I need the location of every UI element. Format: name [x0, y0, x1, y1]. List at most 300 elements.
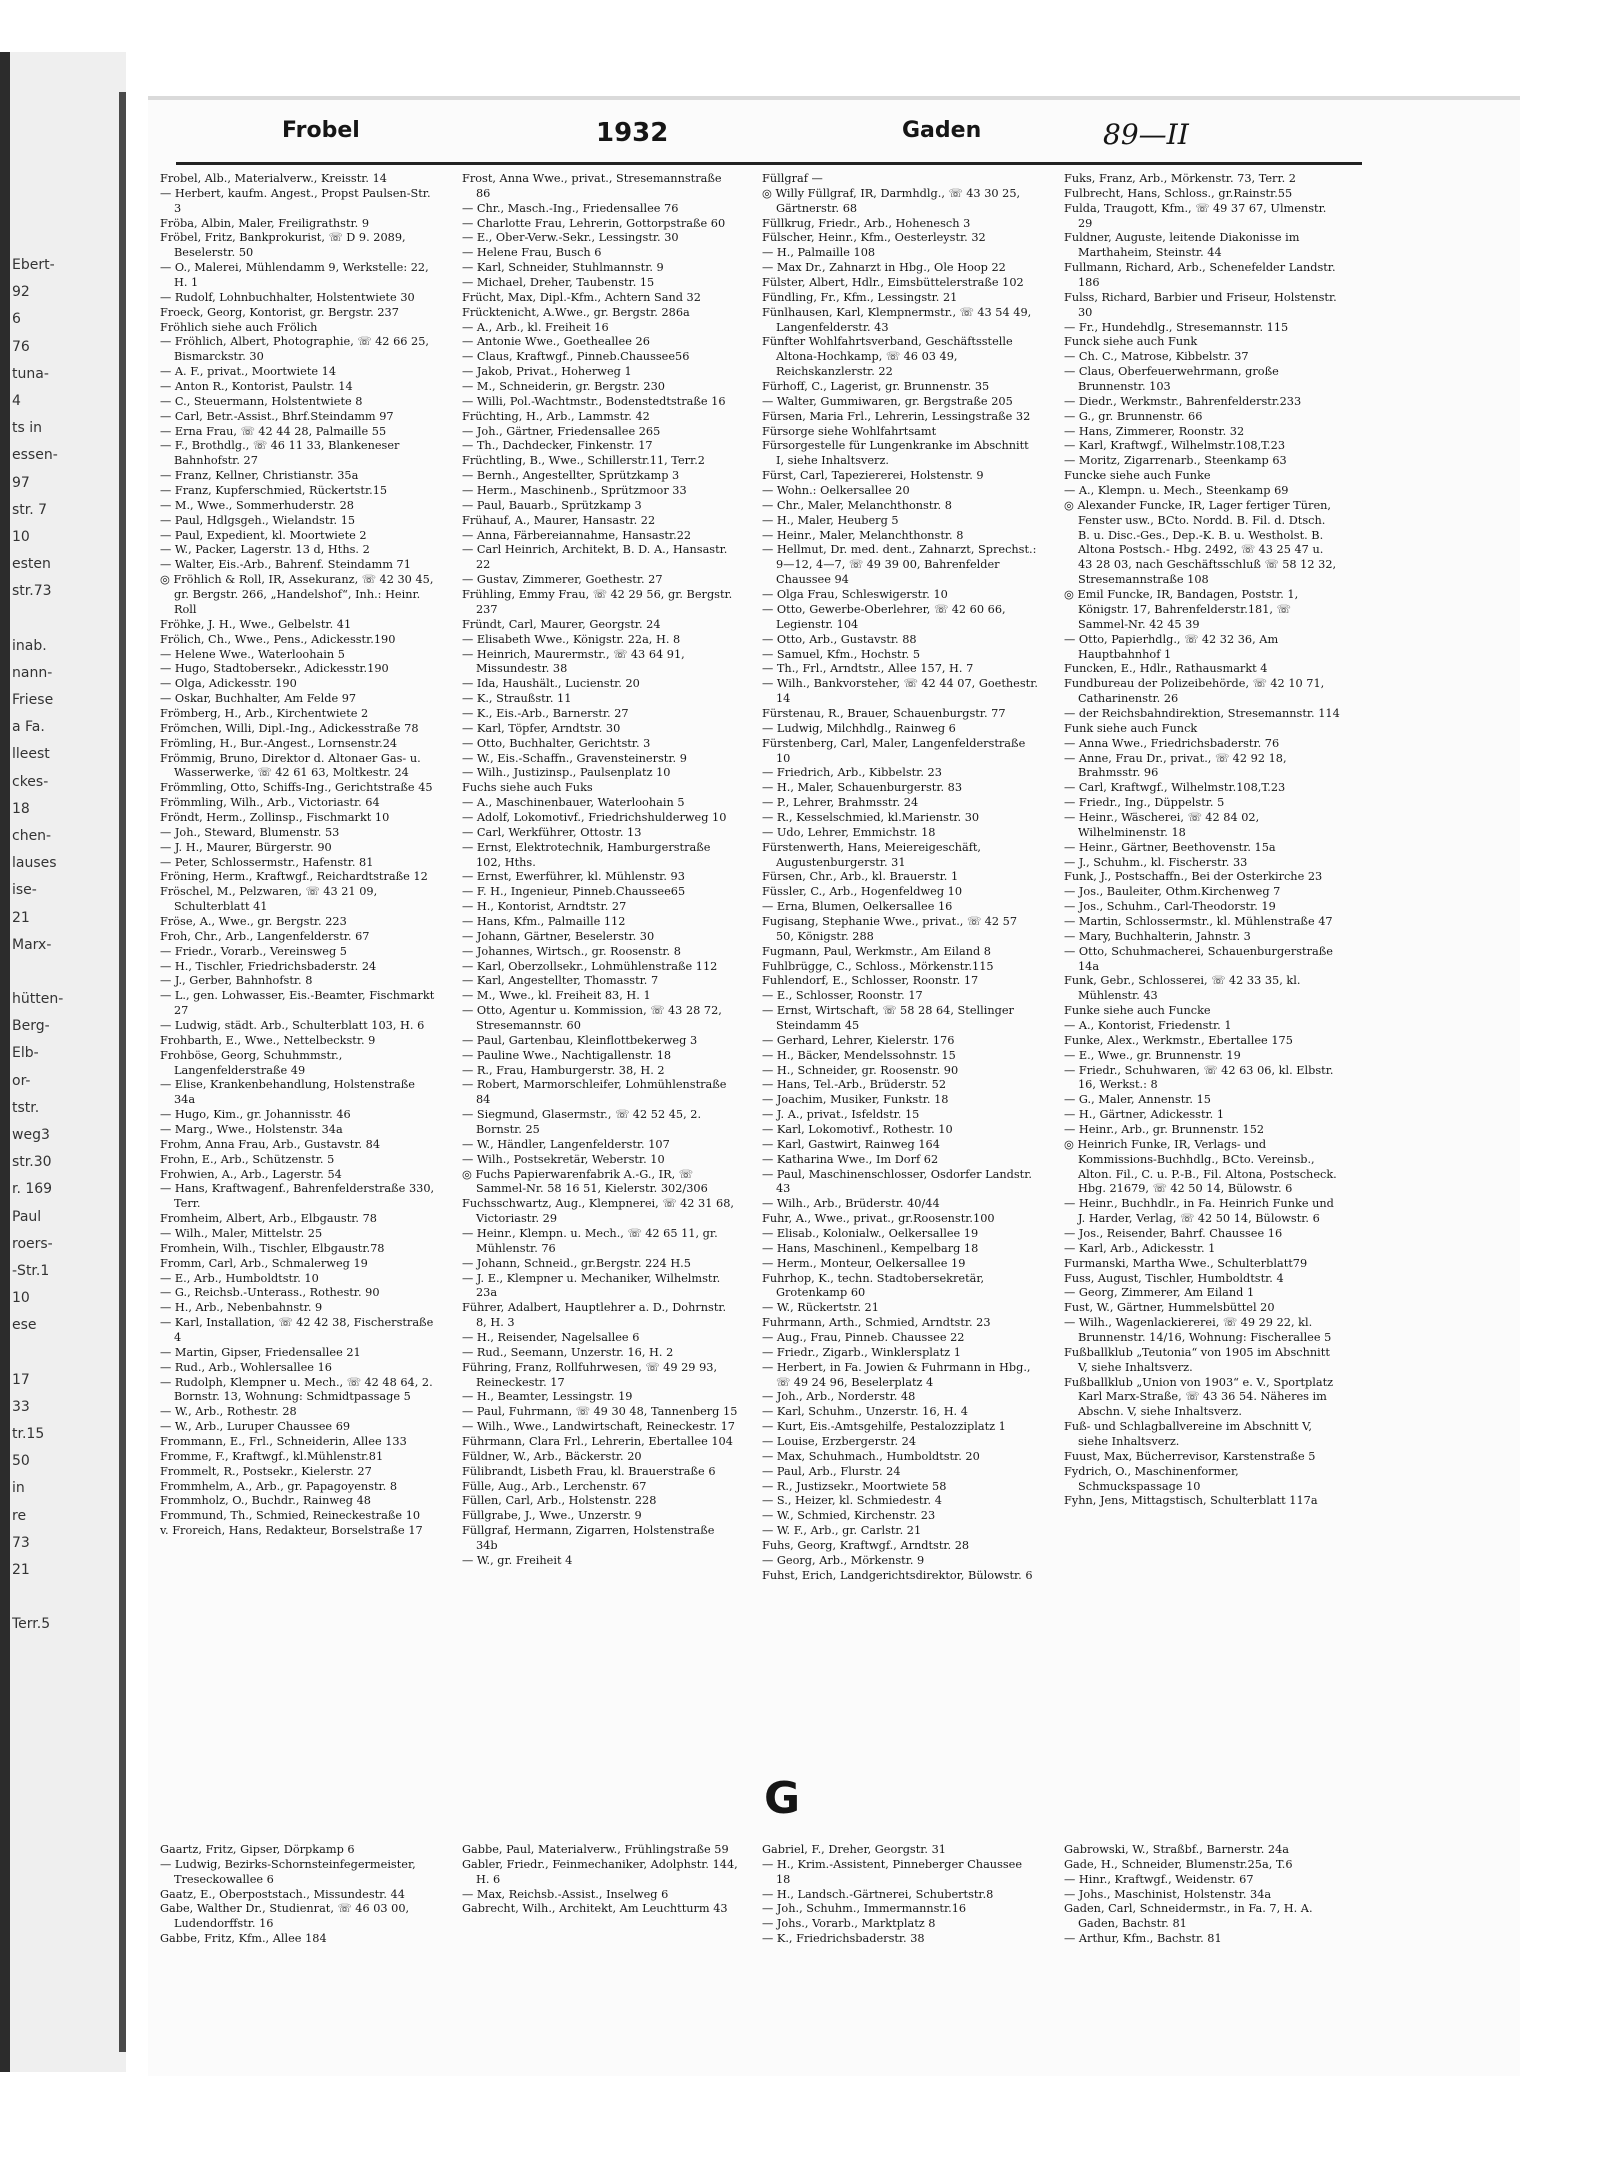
directory-entry: — Louise, Erzbergerstr. 24 [762, 1435, 917, 1449]
directory-entry: Fuhs, Georg, Kraftwgf., Arndtstr. 28 [762, 1539, 970, 1553]
edge-fragment: 50 [12, 1453, 30, 1470]
directory-entry: — Karl, Schneider, Stuhlmannstr. 9 [462, 261, 664, 275]
directory-entry: Füllkrug, Friedr., Arb., Hohenesch 3 [762, 216, 971, 230]
directory-entry: — Wilh., Arb., Brüderstr. 40/44 [762, 1197, 940, 1211]
directory-entry: Funk, J., Postschaffn., Bei der Osterkirche 23 [1064, 870, 1323, 884]
directory-entry: — Wilh., Wagenlackiererei, ☏ 49 29 22, kl. Brunnenstr. 14/16, Wohnung: Fischerallee 5 [1064, 1316, 1332, 1345]
directory-column-3 [762, 172, 1038, 1584]
directory-entry: Frommann, E., Frl., Schneiderin, Allee 133 [160, 1435, 407, 1449]
directory-entry: — Kurt, Eis.-Amtsgehilfe, Pestalozziplatz 1 [762, 1420, 1006, 1434]
directory-entry: — Ch. C., Matrose, Kibbelstr. 37 [1064, 350, 1249, 364]
directory-entry: Fundbureau der Polizeibehörde, ☏ 42 10 71, Catharinenstr. 26 [1064, 677, 1325, 706]
directory-entry: — Pauline Wwe., Nachtigallenstr. 18 [462, 1048, 672, 1062]
directory-entry: — Hans, Tel.-Arb., Brüderstr. 52 [762, 1078, 947, 1092]
directory-entry: Fromhein, Wilh., Tischler, Elbgaustr.78 [160, 1241, 385, 1255]
directory-entry: Gabrowski, W., Straßbf., Barnerstr. 24a [1064, 1843, 1290, 1856]
directory-entry: Füllen, Carl, Arb., Holstenstr. 228 [462, 1494, 657, 1508]
edge-fragment: 10 [12, 528, 30, 545]
directory-entry: Frömberg, H., Arb., Kirchentwiete 2 [160, 706, 369, 720]
left-page-edge [0, 52, 126, 2072]
directory-entry: Gaatz, E., Oberpoststach., Missundestr. 44 [160, 1887, 405, 1901]
edge-fragment: inab. [12, 637, 47, 654]
directory-entry: Fydrich, O., Maschinenformer, Schmuckspassage 10 [1064, 1464, 1239, 1493]
edge-fragment [12, 959, 112, 986]
directory-entry: ◎ Heinrich Funke, IR, Verlags- und Kommissions-Buchhdlg., BCto. Vereinsb., Alton. Fil., C. u. P.-B., Fil. Altona, Postscheck. Hbg. 21679, ☏ 42 50 14, Bülowstr. 6 [1064, 1137, 1337, 1196]
directory-entry: — Wilh., Postsekretär, Weberstr. 10 [462, 1152, 665, 1166]
directory-entry: Fußballklub „Teutonia“ von 1905 im Abschnitt V, siehe Inhaltsverz. [1064, 1345, 1330, 1374]
g-section-column-4 [1064, 1843, 1340, 1947]
directory-entry: Frömling, H., Bur.-Angest., Lornsenstr.24 [160, 736, 398, 750]
directory-entry: — Ernst, Wirtschaft, ☏ 58 28 64, Stellinger Steindamm 45 [762, 1004, 1014, 1032]
page-top-edge [148, 96, 1520, 100]
directory-entry: — Friedr., Zigarb., Winklersplatz 1 [762, 1345, 961, 1359]
directory-entry: — W., Rückertstr. 21 [762, 1301, 879, 1315]
directory-entry: — Anne, Frau Dr., privat., ☏ 42 92 18, Brahmsstr. 96 [1064, 751, 1287, 780]
directory-entry: ◎ Willy Füllgraf, IR, Darmhdlg., ☏ 43 30 25, Gärtnerstr. 68 [762, 186, 1021, 215]
directory-entry: Fuhr, A., Wwe., privat., gr.Roosenstr.100 [762, 1212, 995, 1226]
directory-entry: — Charlotte Frau, Lehrerin, Gottorpstraße 60 [462, 216, 726, 230]
directory-entry: Füssler, C., Arb., Hogenfeldweg 10 [762, 885, 963, 899]
directory-entry: — R., Frau, Hamburgerstr. 38, H. 2 [462, 1063, 665, 1077]
directory-entry: — Paul, Gartenbau, Kleinflottbekerweg 3 [462, 1033, 698, 1047]
directory-entry: — Herbert, kaufm. Angest., Propst Paulsen-Str. 3 [160, 186, 431, 215]
directory-entry: Gaden, Carl, Schneidermstr., in Fa. 7, H. A. Gaden, Bachstr. 81 [1064, 1902, 1313, 1931]
directory-entry: — Th., Frl., Arndtstr., Allee 157, H. 7 [762, 662, 974, 676]
edge-fragment: weg3 [12, 1127, 50, 1143]
directory-entry: Füldner, W., Arb., Bäckerstr. 20 [462, 1449, 642, 1463]
directory-entry: — Joachim, Musiker, Funkstr. 18 [762, 1093, 949, 1107]
directory-entry: — Katharina Wwe., Im Dorf 62 [762, 1152, 939, 1166]
directory-entry: — Bernh., Angestellter, Sprützkamp 3 [462, 469, 680, 483]
edge-fragment: Marx- [12, 936, 52, 953]
binding-shadow [0, 52, 10, 2072]
edge-fragment: r. 169 [12, 1181, 53, 1198]
directory-entry: — Arthur, Kfm., Bachstr. 81 [1064, 1932, 1222, 1946]
directory-entry: — Oskar, Buchhalter, Am Felde 97 [160, 692, 357, 706]
edge-fragment [12, 1340, 112, 1367]
edge-fragment: Elb- [12, 1045, 39, 1062]
edge-fragment: 33 [12, 1398, 30, 1415]
directory-entry: Fröse, A., Wwe., gr. Bergstr. 223 [160, 914, 347, 928]
edge-fragment: essen- [12, 447, 58, 464]
edge-fragment: hütten- [12, 991, 64, 1008]
header-rule [176, 162, 1362, 165]
directory-entry: — Ludwig, städt. Arb., Schulterblatt 103, H. 6 [160, 1018, 425, 1032]
directory-entry: — J., Schuhm., kl. Fischerstr. 33 [1064, 855, 1248, 869]
edge-fragment: ise- [12, 882, 37, 899]
directory-entry: Fülscher, Heinr., Kfm., Oesterleystr. 32 [762, 231, 986, 245]
directory-entry: Frücht, Max, Dipl.-Kfm., Achtern Sand 32 [462, 290, 701, 304]
directory-entry: — Ida, Haushält., Lucienstr. 20 [462, 677, 640, 691]
edge-fragment: Friese [12, 692, 54, 708]
directory-entry: — W., gr. Freiheit 4 [462, 1553, 573, 1567]
directory-entry: — G., Reichsb.-Unterass., Rothestr. 90 [160, 1286, 380, 1300]
edge-fragment: Ebert- [12, 257, 55, 273]
directory-entry: ◎ Fuchs Papierwarenfabrik A.-G., IR, ☏ Sammel-Nr. 58 16 51, Kielerstr. 302/306 [462, 1167, 708, 1196]
directory-entry: — Wohn.: Oelkersallee 20 [762, 484, 910, 498]
directory-entry: — Paul, Arb., Flurstr. 24 [762, 1464, 901, 1478]
edge-fragment: ts in [12, 420, 42, 437]
directory-entry: Frohm, Anna Frau, Arb., Gustavstr. 84 [160, 1137, 381, 1151]
directory-entry: — Wilh., Justizinsp., Paulsenplatz 10 [462, 766, 671, 780]
previous-page-text-fragments [12, 252, 112, 1639]
directory-entry: Frühling, Emmy Frau, ☏ 42 29 56, gr. Bergstr. 237 [462, 588, 733, 616]
directory-entry: — Franz, Kupferschmied, Rückertstr.15 [160, 484, 388, 498]
directory-entry: Führing, Franz, Rollfuhrwesen, ☏ 49 29 93, Reineckestr. 17 [462, 1360, 718, 1389]
directory-entry: Funk siehe auch Funck [1064, 721, 1198, 735]
directory-entry: — L., gen. Lohwasser, Eis.-Beamter, Fischmarkt 27 [160, 989, 435, 1018]
directory-entry: — Karl, Lokomotivf., Rothestr. 10 [762, 1123, 953, 1136]
edge-fragment: Paul [12, 1208, 42, 1225]
directory-entry: — Claus, Kraftwgf., Pinneb.Chaussee56 [462, 350, 690, 364]
directory-entry: — Joh., Arb., Norderstr. 48 [762, 1390, 916, 1404]
directory-entry: — Karl, Gastwirt, Rainweg 164 [762, 1137, 940, 1151]
directory-entry: — Adolf, Lokomotivf., Friedrichshulderweg 10 [462, 810, 727, 824]
directory-entry: Fuks, Franz, Arb., Mörkenstr. 73, Terr. 2 [1064, 172, 1296, 185]
directory-entry: — H., Beamter, Lessingstr. 19 [462, 1390, 633, 1404]
directory-entry: — Carl, Werkführer, Ottostr. 13 [462, 825, 642, 839]
directory-entry: — H., Maler, Schauenburgerstr. 83 [762, 781, 963, 795]
directory-entry: — Rud., Seemann, Unzerstr. 16, H. 2 [462, 1345, 674, 1359]
directory-entry: — J. H., Maurer, Bürgerstr. 90 [160, 840, 332, 854]
directory-entry: Fülle, Aug., Arb., Lerchenstr. 67 [462, 1479, 647, 1493]
directory-entry: — W., Arb., Rothestr. 28 [160, 1405, 297, 1419]
directory-entry: — K., Straußstr. 11 [462, 692, 572, 706]
directory-entry: — Hans, Maschinenl., Kempelbarg 18 [762, 1241, 979, 1255]
directory-entry: — Ludwig, Bezirks-Schornsteinfegermeister, Treseckowallee 6 [160, 1857, 416, 1886]
directory-entry: — Hans, Kraftwagenf., Bahrenfelderstraße 330, Terr. [160, 1182, 435, 1211]
directory-entry: Fuchs siehe auch Fuks [462, 781, 593, 795]
directory-entry: Fuldner, Auguste, leitende Diakonisse im Marthaheim, Steinstr. 44 [1064, 231, 1300, 260]
directory-entry: — G., Maler, Annenstr. 15 [1064, 1093, 1211, 1107]
directory-entry: — W. F., Arb., gr. Carlstr. 21 [762, 1524, 922, 1538]
directory-entry: Führer, Adalbert, Hauptlehrer a. D., Dohrnstr. 8, H. 3 [462, 1301, 727, 1330]
directory-entry: — P., Lehrer, Brahmsstr. 24 [762, 796, 919, 810]
directory-entry: Fürstenberg, Carl, Maler, Langenfelderstraße 10 [762, 736, 1026, 765]
directory-entry: — Johann, Schneid., gr.Bergstr. 224 H.5 [462, 1256, 691, 1270]
directory-entry: — H., Krim.-Assistent, Pinneberger Chaussee 18 [762, 1857, 1023, 1886]
directory-entry: Fröndt, Herm., Zollinsp., Fischmarkt 10 [160, 810, 390, 824]
directory-entry: Fröning, Herm., Kraftwgf., Reichardtstraße 12 [160, 870, 428, 884]
directory-entry: Fröhke, J. H., Wwe., Gelbelstr. 41 [160, 617, 352, 631]
directory-entry: Gabe, Walther Dr., Studienrat, ☏ 46 03 00, Ludendorffstr. 16 [160, 1902, 410, 1931]
edge-fragment: str.30 [12, 1154, 52, 1171]
directory-entry: — Jakob, Privat., Hoherweg 1 [462, 365, 632, 379]
edge-fragment: a Fa. [12, 719, 45, 736]
directory-entry: — A., Kontorist, Friedenstr. 1 [1064, 1018, 1232, 1032]
directory-entry: — H., Maler, Heuberg 5 [762, 513, 899, 527]
directory-entry: — A., Klempn. u. Mech., Steenkamp 69 [1064, 484, 1289, 498]
directory-entry: — Karl, Töpfer, Arndtstr. 30 [462, 721, 621, 735]
directory-entry: — Aug., Frau, Pinneb. Chaussee 22 [762, 1331, 965, 1345]
directory-entry: — Wilh., Wwe., Landwirtschaft, Reineckestr. 17 [462, 1420, 735, 1434]
edge-fragment: str. 7 [12, 501, 48, 518]
directory-entry: — Helene Wwe., Waterloohain 5 [160, 647, 345, 661]
edge-fragment: ese [12, 1317, 37, 1334]
directory-entry: Froh, Chr., Arb., Langenfelderstr. 67 [160, 929, 370, 943]
directory-entry: Frommhelm, A., Arb., gr. Papagoyenstr. 8 [160, 1479, 398, 1493]
header-last-name: Gaden [902, 118, 982, 143]
directory-entry: — F. H., Ingenieur, Pinneb.Chaussee65 [462, 885, 686, 899]
directory-entry: ◎ Emil Funcke, IR, Bandagen, Poststr. 1, Königstr. 17, Bahrenfelderstr.181, ☏ Sammel-Nr. 42 45 39 [1064, 588, 1299, 631]
directory-entry: — C., Steuermann, Holstentwiete 8 [160, 394, 363, 408]
directory-entry: — W., Arb., Luruper Chaussee 69 [160, 1420, 351, 1434]
directory-entry: Furmanski, Martha Wwe., Schulterblatt79 [1064, 1256, 1308, 1270]
directory-entry: — A., Maschinenbauer, Waterloohain 5 [462, 796, 685, 810]
directory-entry: — Heinr., Arb., gr. Brunnenstr. 152 [1064, 1123, 1265, 1136]
directory-entry: — M., Wwe., Sommerhuderstr. 28 [160, 498, 354, 512]
edge-fragment: tuna- [12, 365, 49, 382]
directory-entry: Fröbel, Fritz, Bankprokurist, ☏ D 9. 2089, Beselerstr. 50 [160, 231, 406, 260]
edge-fragment: 17 [12, 1371, 30, 1388]
edge-fragment: 4 [12, 392, 21, 409]
directory-entry: — Friedr., Schuhwaren, ☏ 42 63 06, kl. Elbstr. 16, Werkst.: 8 [1064, 1063, 1334, 1092]
directory-entry: Frömmling, Otto, Schiffs-Ing., Gerichtstraße 45 [160, 781, 433, 795]
directory-entry: — Elise, Krankenbehandlung, Holstenstraße 34a [160, 1078, 415, 1107]
directory-entry: Funk, Gebr., Schlosserei, ☏ 42 33 35, kl. Mühlenstr. 43 [1064, 974, 1301, 1003]
edge-fragment: ckes- [12, 773, 49, 790]
directory-entry: — Heinr., Maler, Melanchthonstr. 8 [762, 528, 964, 542]
directory-entry: — Johs., Maschinist, Holstenstr. 34a [1064, 1887, 1272, 1901]
edge-fragment: 92 [12, 284, 30, 301]
directory-entry: — Paul, Hdlgsgeh., Wielandstr. 15 [160, 513, 356, 527]
directory-entry: — Walter, Eis.-Arb., Bahrenf. Steindamm 71 [160, 558, 411, 572]
directory-entry: — Paul, Bauarb., Sprützkamp 3 [462, 498, 642, 512]
directory-entry: — Claus, Oberfeuerwehrmann, große Brunnenstr. 103 [1064, 365, 1279, 394]
edge-fragment: 6 [12, 311, 21, 328]
directory-entry: Funcken, E., Hdlr., Rathausmarkt 4 [1064, 662, 1268, 676]
directory-entry: — H., Tischler, Friedrichsbaderstr. 24 [160, 959, 377, 973]
directory-column-1 [160, 172, 436, 1539]
directory-entry: — Olga, Adickesstr. 190 [160, 677, 297, 691]
directory-entry: — A. F., privat., Moortwiete 14 [160, 365, 337, 379]
directory-entry: — Heinr., Buchhdlr., in Fa. Heinrich Funke und J. Harder, Verlag, ☏ 42 50 14, Bülowstr. 6 [1064, 1197, 1334, 1226]
directory-entry: Fullmann, Richard, Arb., Schenefelder Landstr. 186 [1064, 261, 1336, 290]
edge-fragment: 10 [12, 1290, 30, 1307]
edge-fragment: str.73 [12, 583, 52, 600]
directory-entry: — Hinr., Kraftwgf., Weidenstr. 67 [1064, 1872, 1254, 1886]
directory-entry: Gaartz, Fritz, Gipser, Dörpkamp 6 [160, 1843, 355, 1856]
directory-entry: — Gerhard, Lehrer, Kielerstr. 176 [762, 1033, 955, 1047]
directory-entry: — Otto, Gewerbe-Oberlehrer, ☏ 42 60 66, Legienstr. 104 [762, 602, 1006, 631]
directory-entry: Frobel, Alb., Materialverw., Kreisstr. 14 [160, 172, 387, 185]
directory-entry: — M., Wwe., kl. Freiheit 83, H. 1 [462, 989, 651, 1003]
directory-entry: Funke, Alex., Werkmstr., Ebertallee 175 [1064, 1033, 1293, 1047]
directory-entry: Führmann, Clara Frl., Lehrerin, Ebertallee 104 [462, 1435, 733, 1449]
directory-entry: — Jos., Schuhm., Carl-Theodorstr. 19 [1064, 900, 1276, 914]
directory-entry: — R., Kesselschmied, kl.Marienstr. 30 [762, 810, 980, 824]
directory-entry: — Heinrich, Maurermstr., ☏ 43 64 91, Missundestr. 38 [462, 647, 685, 676]
running-head [0, 118, 1600, 158]
directory-entry: Fulbrecht, Hans, Schloss., gr.Rainstr.55 [1064, 186, 1293, 200]
edge-fragment: re [12, 1507, 27, 1524]
edge-fragment: Terr.5 [12, 1616, 51, 1633]
edge-fragment [12, 605, 112, 632]
directory-entry: — Anton R., Kontorist, Paulstr. 14 [160, 380, 353, 394]
directory-entry: — Udo, Lehrer, Emmichstr. 18 [762, 825, 936, 839]
directory-entry: — H., Reisender, Nagelsallee 6 [462, 1331, 640, 1345]
section-letter-heading: G [763, 1773, 801, 1824]
edge-fragment: tstr. [12, 1099, 40, 1116]
directory-entry: Fürst, Carl, Tapeziererei, Holstenstr. 9 [762, 469, 984, 483]
directory-entry: Frücktenicht, A.Wwe., gr. Bergstr. 286a [462, 305, 690, 319]
directory-entry: — Ludwig, Milchhdlg., Rainweg 6 [762, 721, 956, 735]
directory-entry: Frohbarth, E., Wwe., Nettelbeckstr. 9 [160, 1033, 376, 1047]
edge-fragment: esten [12, 556, 51, 573]
directory-entry: — O., Malerei, Mühlendamm 9, Werkstelle: 22, H. 1 [160, 261, 429, 290]
directory-entry: — J. E., Klempner u. Mechaniker, Wilhelmstr. 23a [462, 1271, 721, 1300]
edge-fragment: 73 [12, 1534, 30, 1551]
directory-entry: Gabbe, Fritz, Kfm., Allee 184 [160, 1932, 327, 1946]
directory-entry: Froeck, Georg, Kontorist, gr. Bergstr. 237 [160, 305, 399, 319]
directory-entry: — Rudolf, Lohnbuchhalter, Holstentwiete 30 [160, 290, 415, 304]
directory-entry: — H., Schneider, gr. Roosenstr. 90 [762, 1063, 959, 1077]
directory-entry: — Otto, Buchhalter, Gerichtstr. 3 [462, 736, 651, 750]
directory-entry: — H., Gärtner, Adickesstr. 1 [1064, 1108, 1225, 1122]
directory-entry: — Heinr., Klempn. u. Mech., ☏ 42 65 11, gr. Mühlenstr. 76 [462, 1227, 718, 1255]
directory-entry: Fünlhausen, Karl, Klempnermstr., ☏ 43 54 49, Langenfelderstr. 43 [762, 305, 1032, 334]
directory-entry: — Friedr., Vorarb., Vereinsweg 5 [160, 944, 347, 958]
directory-entry: Fründt, Carl, Maurer, Georgstr. 24 [462, 617, 661, 631]
edge-fragment: nann- [12, 664, 53, 681]
directory-entry: — E., Ober-Verw.-Sekr., Lessingstr. 30 [462, 231, 679, 245]
directory-entry: — Otto, Arb., Gustavstr. 88 [762, 632, 917, 646]
directory-entry: — E., Wwe., gr. Brunnenstr. 19 [1064, 1048, 1241, 1062]
directory-entry: Frommelt, R., Postsekr., Kielerstr. 27 [160, 1464, 372, 1478]
directory-entry: — Johann, Gärtner, Beselerstr. 30 [462, 929, 655, 943]
directory-entry: — Carl, Kraftwgf., Wilhelmstr.108,T.23 [1064, 781, 1286, 795]
directory-entry: Gabler, Friedr., Feinmechaniker, Adolphstr. 144, H. 6 [462, 1857, 738, 1886]
directory-entry: — Franz, Kellner, Christianstr. 35a [160, 469, 359, 483]
directory-entry: — Elisabeth Wwe., Königstr. 22a, H. 8 [462, 632, 681, 646]
directory-entry: — Paul, Maschinenschlosser, Osdorfer Landstr. 43 [762, 1167, 1032, 1196]
directory-entry: — Carl, Betr.-Assist., Bhrf.Steindamm 97 [160, 409, 394, 423]
directory-entry: — R., Justizsekr., Moortwiete 58 [762, 1479, 947, 1493]
directory-entry: — K., Friedrichsbaderstr. 38 [762, 1932, 925, 1946]
directory-entry: Fromm, Carl, Arb., Schmalerweg 19 [160, 1256, 368, 1270]
directory-entry: — Chr., Maler, Melanchthonstr. 8 [762, 498, 952, 512]
directory-entry: — Samuel, Kfm., Hochstr. 5 [762, 647, 921, 661]
directory-entry: — K., Eis.-Arb., Barnerstr. 27 [462, 706, 629, 720]
directory-entry: — Karl, Angestellter, Thomasstr. 7 [462, 974, 659, 988]
edge-fragment: 97 [12, 474, 30, 491]
directory-entry: — Carl Heinrich, Architekt, B. D. A., Hansastr. 22 [462, 543, 728, 572]
directory-entry: Fugisang, Stephanie Wwe., privat., ☏ 42 57 50, Königstr. 288 [762, 914, 1018, 943]
directory-entry: — Moritz, Zigarrenarb., Steenkamp 63 [1064, 454, 1287, 468]
directory-entry: — W., Schmied, Kirchenstr. 23 [762, 1509, 936, 1523]
directory-entry: — Otto, Papierhdlg., ☏ 42 32 36, Am Hauptbahnhof 1 [1064, 632, 1279, 661]
directory-entry: Frommholz, O., Buchdr., Rainweg 48 [160, 1494, 371, 1508]
directory-entry: — Wilh., Maler, Mittelstr. 25 [160, 1227, 323, 1241]
directory-entry: Gabrecht, Wilh., Architekt, Am Leuchtturm 43 [462, 1902, 728, 1916]
directory-entry: Frost, Anna Wwe., privat., Stresemannstraße 86 [462, 172, 722, 200]
header-page-number: 89—II [1103, 118, 1189, 151]
directory-entry: Frömmig, Bruno, Direktor d. Altonaer Gas- u. Wasserwerke, ☏ 42 61 63, Moltkestr. 24 [160, 751, 421, 780]
directory-entry: — W., Eis.-Schaffn., Gravensteinerstr. 9 [462, 751, 687, 765]
directory-entry: Frömmling, Wilh., Arb., Victoriastr. 64 [160, 796, 380, 810]
directory-entry: Frühauf, A., Maurer, Hansastr. 22 [462, 513, 656, 527]
directory-entry: — Max, Schuhmach., Humboldtstr. 20 [762, 1449, 980, 1463]
directory-entry: Fust, W., Gärtner, Hummelsbüttel 20 [1064, 1301, 1275, 1315]
directory-entry: Fröba, Albin, Maler, Freiligrathstr. 9 [160, 216, 370, 230]
directory-entry: Gabriel, F., Dreher, Georgstr. 31 [762, 1843, 946, 1856]
directory-entry: Fürsorge siehe Wohlfahrtsamt [762, 424, 937, 438]
directory-entry: Fuhlendorf, E., Schlosser, Roonstr. 17 [762, 974, 979, 988]
directory-entry: — Paul, Expedient, kl. Moortwiete 2 [160, 528, 367, 542]
directory-entry: — Karl, Kraftwgf., Wilhelmstr.108,T.23 [1064, 439, 1286, 453]
directory-entry: — Paul, Fuhrmann, ☏ 49 30 48, Tannenberg 15 [462, 1405, 738, 1419]
directory-entry: Funck siehe auch Funk [1064, 335, 1198, 349]
directory-entry: Fyhn, Jens, Mittagstisch, Schulterblatt 117a [1064, 1494, 1318, 1508]
directory-entry: ◎ Alexander Funcke, IR, Lager fertiger Türen, Fenster usw., BCto. Nordd. B. Fil. d. Dtsch. B. u. Disc.-Ges., Dep.-K. B. u. Westholst. B. Altona Postsch.- Hbg. 2492, ☏ 43 25 47 u. 43 28 03, nach Geschäftsschluß ☏ 58 12 32, Stresemannstraße 108 [1064, 498, 1337, 587]
directory-entry: — Georg, Zimmerer, Am Eiland 1 [1064, 1286, 1255, 1300]
directory-entry: — Herm., Monteur, Oelkersallee 19 [762, 1256, 966, 1270]
directory-entry: Fugmann, Paul, Werkmstr., Am Eiland 8 [762, 944, 991, 958]
directory-entry: — Jos., Bauleiter, Othm.Kirchenweg 7 [1064, 885, 1281, 899]
edge-fragment: Berg- [12, 1018, 50, 1035]
directory-entry: Fröschel, M., Pelzwaren, ☏ 43 21 09, Schulterblatt 41 [160, 885, 378, 914]
directory-entry: — Peter, Schlossermstr., Hafenstr. 81 [160, 855, 374, 869]
directory-entry: Fromme, F., Kraftwgf., kl.Mühlenstr.81 [160, 1449, 384, 1463]
directory-entry: — Martin, Schlossermstr., kl. Mühlenstraße 47 [1064, 914, 1333, 928]
directory-entry: — Helene Frau, Busch 6 [462, 246, 602, 260]
directory-entry: — Hugo, Stadtobersekr., Adickesstr.190 [160, 662, 389, 676]
directory-entry: Fürsorgestelle für Lungenkranke im Abschnitt I, siehe Inhaltsverz. [762, 439, 1029, 468]
directory-entry: — Joh., Gärtner, Friedensallee 265 [462, 424, 661, 438]
directory-entry: Früchting, H., Arb., Lammstr. 42 [462, 409, 650, 423]
directory-entry: — Friedr., Ing., Düppelstr. 5 [1064, 796, 1225, 810]
directory-entry: — Rudolph, Klempner u. Mech., ☏ 42 48 64, 2. Bornstr. 13, Wohnung: Schmidtpassage 5 [160, 1375, 433, 1404]
directory-entry: Fulda, Traugott, Kfm., ☏ 49 37 67, Ulmenstr. 29 [1064, 201, 1327, 230]
edge-fragment: -Str.1 [12, 1262, 50, 1279]
edge-fragment: roers- [12, 1235, 53, 1252]
directory-entry: Fuchsschwartz, Aug., Klempnerei, ☏ 42 31 68, Victoriastr. 29 [462, 1197, 734, 1226]
directory-entry: — Anna Wwe., Friedrichsbaderstr. 76 [1064, 736, 1280, 750]
directory-entry: Füllgraf, Hermann, Zigarren, Holstenstraße 34b [462, 1524, 715, 1553]
directory-entry: — F., Brothdlg., ☏ 46 11 33, Blankeneser Bahnhofstr. 27 [160, 439, 400, 468]
directory-entry: — Fr., Hundehdlg., Stresemannstr. 115 [1064, 320, 1289, 334]
directory-entry: — Karl, Schuhm., Unzerstr. 16, H. 4 [762, 1405, 968, 1419]
edge-fragment: in [12, 1480, 25, 1497]
directory-entry: — Hans, Zimmerer, Roonstr. 32 [1064, 424, 1245, 438]
directory-entry: — Michael, Dreher, Taubenstr. 15 [462, 276, 655, 290]
directory-entry: — Chr., Masch.-Ing., Friedensallee 76 [462, 201, 679, 215]
directory-entry: Fürsen, Maria Frl., Lehrerin, Lessingstraße 32 [762, 409, 1031, 423]
directory-entry: Fuss, August, Tischler, Humboldtstr. 4 [1064, 1271, 1284, 1285]
directory-entry: — Johannes, Wirtsch., gr. Roosenstr. 8 [462, 944, 681, 958]
directory-entry: — Robert, Marmorschleifer, Lohmühlenstraße 84 [462, 1078, 727, 1107]
directory-entry: Fündling, Fr., Kfm., Lessingstr. 21 [762, 290, 958, 304]
directory-entry: — Karl, Arb., Adickesstr. 1 [1064, 1241, 1216, 1255]
directory-entry: Fromheim, Albert, Arb., Elbgaustr. 78 [160, 1212, 377, 1226]
page-fold [119, 92, 126, 2052]
directory-entry: — A., Arb., kl. Freiheit 16 [462, 320, 609, 334]
directory-entry: Funcke siehe auch Funke [1064, 469, 1211, 483]
directory-entry: — Max Dr., Zahnarzt in Hbg., Ole Hoop 22 [762, 261, 1006, 275]
directory-entry: — Gustav, Zimmerer, Goethestr. 27 [462, 573, 663, 587]
directory-entry: v. Froreich, Hans, Redakteur, Borselstraße 17 [160, 1524, 423, 1538]
directory-entry: Fuhrhop, K., techn. Stadtobersekretär, Grotenkamp 60 [762, 1271, 985, 1300]
edge-fragment: tr.15 [12, 1426, 45, 1443]
directory-entry: Fülibrandt, Lisbeth Frau, kl. Brauerstraße 6 [462, 1464, 716, 1478]
directory-entry: — Herbert, in Fa. Jowien & Fuhrmann in Hbg., ☏ 49 24 96, Beselerplatz 4 [762, 1360, 1031, 1389]
directory-entry: — H., Arb., Nebenbahnstr. 9 [160, 1301, 323, 1315]
directory-entry: Fünfter Wohlfahrtsverband, Geschäftsstelle Altona-Hochkamp, ☏ 46 03 49, Reichskanzlerstr. 22 [762, 335, 1013, 379]
directory-entry: Fuust, Max, Bücherrevisor, Karstenstraße 5 [1064, 1449, 1316, 1463]
directory-entry: Fülster, Albert, Hdlr., Eimsbüttelerstraße 102 [762, 276, 1024, 290]
directory-entry: — Heinr., Gärtner, Beethovenstr. 15a [1064, 840, 1276, 854]
directory-entry: Fürstenau, R., Brauer, Schauenburgstr. 77 [762, 706, 1006, 720]
